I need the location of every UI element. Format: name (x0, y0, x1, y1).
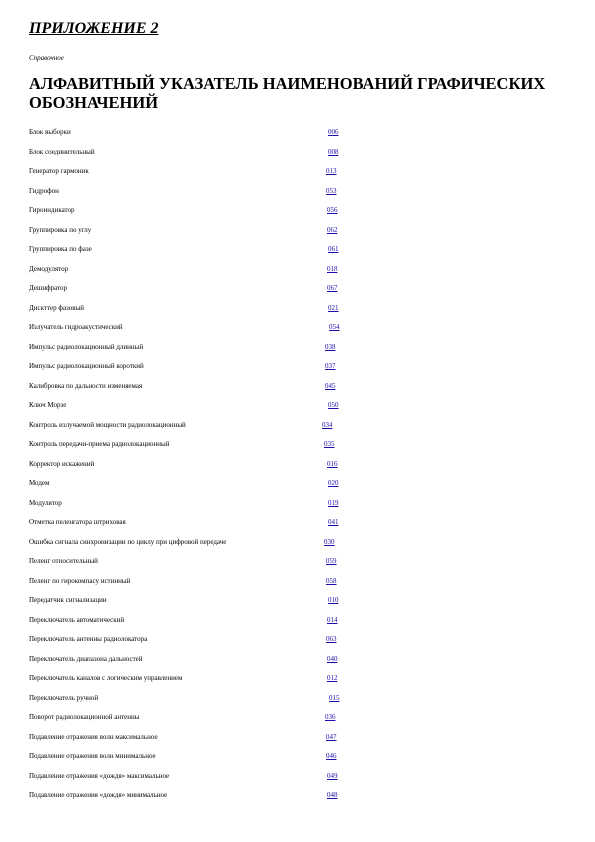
entry-code-link[interactable]: 015 (329, 693, 340, 702)
entry-code-link[interactable]: 030 (324, 537, 335, 546)
entry-code-link[interactable]: 020 (328, 479, 339, 487)
appendix-title: ПРИЛОЖЕНИЕ 2 (29, 20, 159, 37)
entry-code-link[interactable]: 049 (327, 771, 338, 780)
entry-code-link[interactable]: 021 (328, 303, 339, 312)
index-entry (29, 615, 569, 627)
entry-code-link[interactable]: 010 (328, 596, 339, 604)
entry-name: Блок соединительный (29, 147, 95, 156)
entry-name: Переключатель автоматический (29, 615, 125, 624)
index-entry (29, 576, 569, 588)
entry-name: Переключатель каналов с логическим управлением (29, 674, 183, 682)
index-entry (29, 673, 569, 685)
entry-name: Пеленг по гирокомпасу истинный (29, 576, 131, 585)
entry-name: Подавление отражения волн минимальное (29, 752, 156, 760)
index-entry (29, 283, 569, 295)
entry-code-link[interactable]: 047 (326, 732, 337, 741)
index-entry (29, 147, 569, 159)
entry-name: Переключатель антенны радиолокатора (29, 635, 148, 643)
index-entry (29, 381, 569, 393)
entry-code-link[interactable]: 008 (328, 147, 339, 156)
entry-name: Пеленг относительный (29, 557, 98, 565)
entry-name: Дискттер фазовый (29, 303, 85, 312)
index-entry (29, 420, 569, 432)
index-title: АЛФАВИТНЫЙ УКАЗАТЕЛЬ НАИМЕНОВАНИЙ ГРАФИЧЕСКИХ ОБОЗНАЧЕНИЙ (29, 74, 546, 112)
entry-code-link[interactable]: 019 (328, 498, 339, 507)
entry-name: Импульс радиолокационный короткий (29, 362, 144, 370)
entry-code-link[interactable]: 037 (325, 362, 336, 370)
entry-name: Переключатель диапазона дальностей (29, 654, 143, 663)
index-entry (29, 517, 569, 529)
entry-name: Гидрофон (29, 186, 59, 195)
entry-code-link[interactable]: 050 (328, 401, 339, 409)
entry-code-link[interactable]: 036 (325, 713, 336, 721)
entry-code-link[interactable]: 048 (327, 791, 338, 799)
index-entry (29, 790, 569, 802)
entry-code-link[interactable]: 045 (325, 381, 336, 390)
index-entry (29, 712, 569, 724)
entry-name: Группировка по углу (29, 225, 92, 234)
entry-name: Корректор искажений (29, 459, 95, 468)
entry-name: Генератор гармоник (29, 167, 89, 175)
index-entry (29, 595, 569, 607)
entry-name: Излучатель гидроакустический (29, 323, 123, 331)
index-entry (29, 205, 569, 217)
entry-name: Модем (29, 479, 50, 487)
index-entry (29, 127, 569, 139)
entry-name: Импульс радиолокационный длинный (29, 342, 144, 351)
index-entry (29, 556, 569, 568)
index-entry (29, 303, 569, 315)
index-entry (29, 771, 569, 783)
entry-code-link[interactable]: 053 (326, 186, 337, 195)
index-entry (29, 264, 569, 276)
index-entry (29, 166, 569, 178)
entry-code-link[interactable]: 067 (327, 284, 338, 292)
index-entry (29, 537, 569, 549)
entry-code-link[interactable]: 059 (326, 557, 337, 565)
entry-code-link[interactable]: 012 (327, 674, 338, 682)
entry-code-link[interactable]: 006 (328, 128, 339, 136)
index-entry (29, 186, 569, 198)
entry-name: Группировка по фазе (29, 245, 92, 253)
entry-code-link[interactable]: 040 (327, 654, 338, 663)
entry-name: Дешифратор (29, 284, 68, 292)
entry-name: Подавление отражения «дождя» максимальное (29, 771, 170, 780)
entry-name: Отметка пеленгатора штриховая (29, 518, 126, 526)
entry-name: Передатчик сигнализации (29, 596, 107, 604)
entry-code-link[interactable]: 035 (324, 440, 335, 448)
index-entry (29, 322, 569, 334)
entry-name: Гироиндикатор (29, 206, 75, 214)
entry-name: Демодулятор (29, 264, 69, 273)
entry-code-link[interactable]: 058 (326, 576, 337, 585)
index-entry (29, 459, 569, 471)
index-entry (29, 439, 569, 451)
index-entry (29, 361, 569, 373)
entry-code-link[interactable]: 054 (329, 323, 340, 331)
index-entry (29, 634, 569, 646)
entry-code-link[interactable]: 016 (327, 459, 338, 468)
entry-code-link[interactable]: 013 (326, 167, 337, 175)
entry-code-link[interactable]: 018 (327, 264, 338, 273)
index-entry (29, 400, 569, 412)
entry-name: Ключ Морзе (29, 401, 67, 409)
entry-code-link[interactable]: 061 (328, 245, 339, 253)
entry-name: Контроль излучаемой мощности радиолокационный (29, 420, 186, 429)
entry-code-link[interactable]: 056 (327, 206, 338, 214)
index-entry (29, 732, 569, 744)
index-entry (29, 478, 569, 490)
entry-name: Подавление отражения волн максимальное (29, 732, 158, 741)
entry-code-link[interactable]: 014 (327, 615, 338, 624)
entry-name: Подавление отражения «дождя» минимальное (29, 791, 168, 799)
entry-name: Ошибка сигнала синхронизации по циклу при цифровой передаче (29, 537, 227, 546)
entry-name: Поворот радиолокационной антенны (29, 713, 140, 721)
reference-label: Справочное (29, 54, 64, 62)
index-entry (29, 654, 569, 666)
entry-name: Контроль передачи-приема радиолокационный (29, 440, 170, 448)
entry-code-link[interactable]: 041 (328, 518, 339, 526)
index-entry (29, 225, 569, 237)
index-entry (29, 693, 569, 705)
entry-code-link[interactable]: 063 (326, 635, 337, 643)
index-entry (29, 751, 569, 763)
index-entry (29, 244, 569, 256)
entry-code-link[interactable]: 062 (327, 225, 338, 234)
entry-code-link[interactable]: 046 (326, 752, 337, 760)
entry-name: Переключатель ручной (29, 693, 99, 702)
entry-name: Блок выборки (29, 128, 71, 136)
index-entry (29, 498, 569, 510)
entry-code-link[interactable]: 038 (325, 342, 336, 351)
entry-code-link[interactable]: 034 (322, 420, 333, 429)
entry-name: Калибровка по дальности изменяемая (29, 381, 143, 390)
index-entry (29, 342, 569, 354)
entry-name: Модулятор (29, 498, 62, 507)
